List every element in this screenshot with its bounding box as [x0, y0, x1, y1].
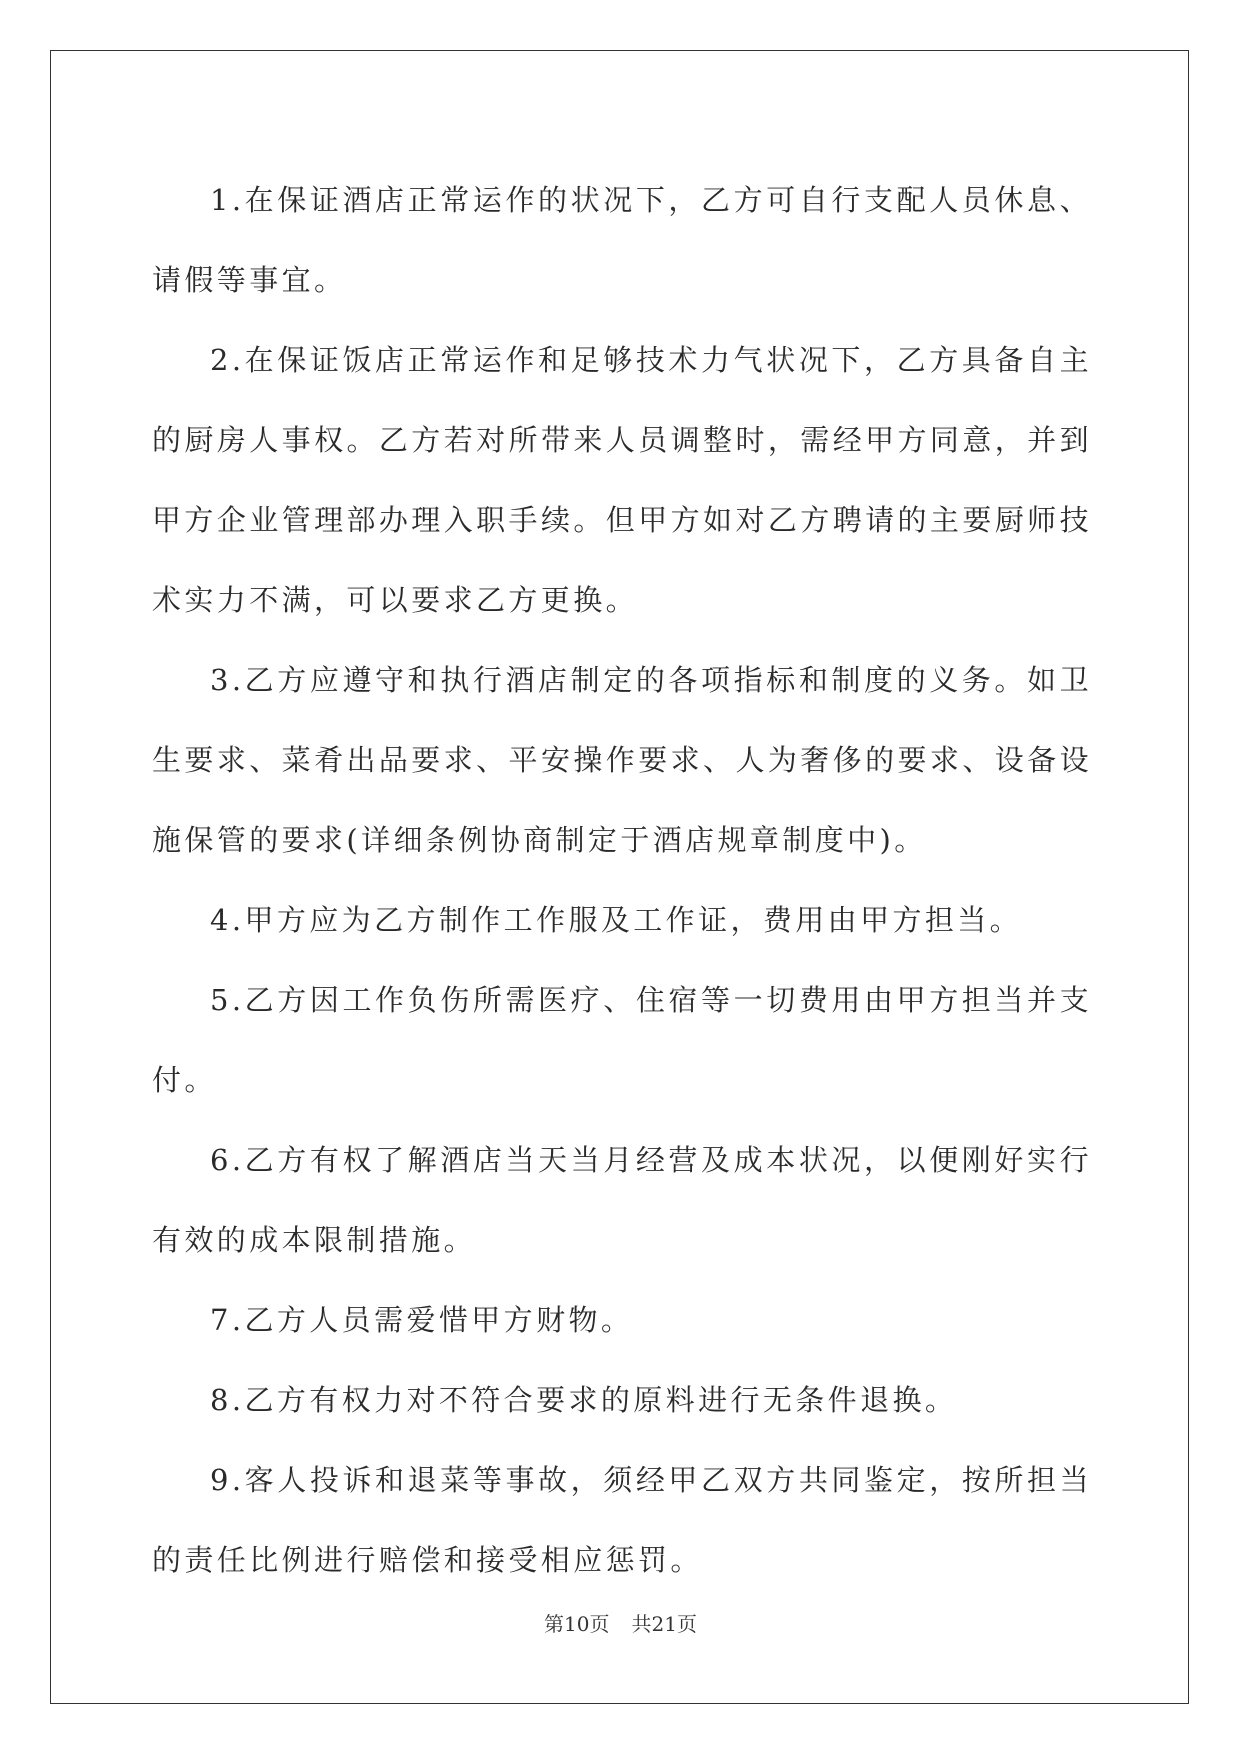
- clause-paragraph: 2.在保证饭店正常运作和足够技术力气状况下，乙方具备自主的厨房人事权。乙方若对所带来人员调整时，需经甲方同意，并到甲方企业管理部办理入职手续。但甲方如对乙方聘请的主要厨师技术实力不满，可以要求乙方更换。: [152, 343, 1092, 617]
- page-number: 第10页: [544, 1612, 610, 1636]
- document-body: [152, 160, 1092, 1600]
- clause-paragraph: 9.客人投诉和退菜等事故，须经甲乙双方共同鉴定，按所担当的责任比例进行赔偿和接受相应惩罚。: [152, 1463, 1092, 1577]
- clause-paragraph: 5.乙方因工作负伤所需医疗、住宿等一切费用由甲方担当并支付。: [152, 983, 1092, 1097]
- clause-paragraph: 7.乙方人员需爱惜甲方财物。: [210, 1303, 634, 1337]
- page-footer: [0, 1608, 1241, 1637]
- clause-paragraph: 8.乙方有权力对不符合要求的原料进行无条件退换。: [210, 1383, 958, 1417]
- clause-paragraph: 6.乙方有权了解酒店当天当月经营及成本状况，以便刚好实行有效的成本限制措施。: [152, 1143, 1092, 1257]
- clause-paragraph: 3.乙方应遵守和执行酒店制定的各项指标和制度的义务。如卫生要求、菜肴出品要求、平安操作要求、人为奢侈的要求、设备设施保管的要求(详细条例协商制定于酒店规章制度中)。: [152, 663, 1092, 857]
- page-total: 共21页: [631, 1612, 697, 1636]
- clause-paragraph: 4.甲方应为乙方制作工作服及工作证，费用由甲方担当。: [210, 903, 1023, 937]
- clause-paragraph: 1.在保证酒店正常运作的状况下，乙方可自行支配人员休息、请假等事宜。: [152, 183, 1092, 297]
